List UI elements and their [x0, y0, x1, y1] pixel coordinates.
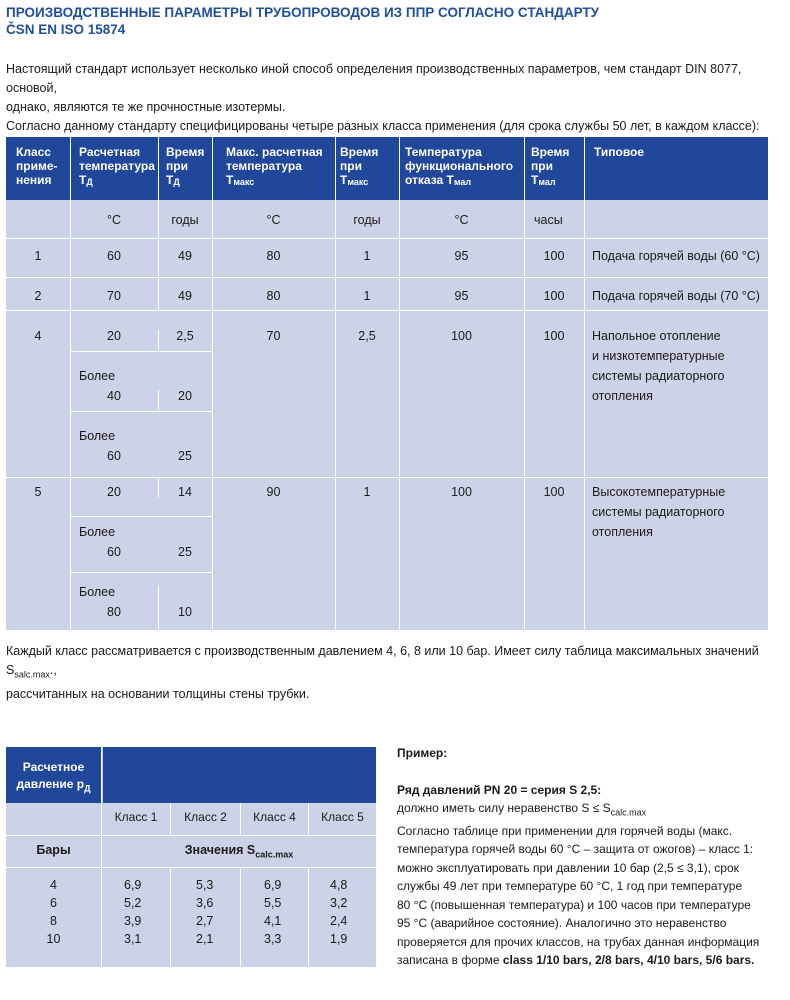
example-line: службы 49 лет при температуре 60 °C, 1 год при температуре: [397, 879, 743, 894]
header-time-td: Время при $T_Д$: [166, 145, 205, 187]
cell-tmal: 100: [451, 485, 472, 499]
cell-tmax: 80: [266, 289, 281, 303]
cell-value: 3,3: [264, 932, 282, 946]
cell-hours: 100: [543, 249, 565, 263]
cell-years-max: 1: [363, 289, 371, 303]
col-class-1: Класс 1: [114, 810, 158, 824]
cell-td: 80: [107, 605, 121, 619]
cell-value: 3,1: [124, 932, 142, 946]
cell-value: 2,1: [196, 932, 214, 946]
cell-td: 20: [107, 329, 121, 343]
cell-class: 4: [34, 329, 42, 343]
example-line: 80 °C (повышенная температура) и 100 часов при температуре: [397, 897, 751, 912]
cell-years-max: 1: [363, 485, 371, 499]
row-divider: [70, 572, 212, 573]
cell-value: 5,2: [124, 896, 142, 910]
col-divider: [584, 137, 585, 630]
cell-value: 3,2: [330, 896, 348, 910]
unit-tmal: °C: [454, 213, 469, 227]
col-divider: [240, 867, 241, 967]
col-divider: [308, 867, 309, 967]
cell-pressure: 10: [46, 932, 61, 946]
cell-td: 40: [107, 389, 121, 403]
cell-value: 3,9: [124, 914, 142, 928]
example-line: должно иметь силу неравенство $S \le S_{calc.max}$: [397, 801, 647, 818]
example-line: 95 °C (аварийное состояние). Аналогично это неравенство: [397, 916, 727, 931]
cell-tmal: 95: [454, 249, 469, 263]
cell-years: 25: [178, 545, 192, 559]
cell-value: 5,3: [196, 878, 214, 892]
cell-years: 2,5: [176, 329, 194, 343]
cell-value: 3,6: [196, 896, 214, 910]
scalc-max-table: [6, 747, 376, 967]
cell-years: 14: [178, 485, 192, 499]
cell-td: 20: [107, 485, 121, 499]
values-label: Значения $S_{calc.max}$: [184, 843, 294, 860]
cell-tmax: 70: [266, 329, 281, 343]
unit-years-max: годы: [353, 213, 381, 227]
example-line: записана в форме class 1/10 bars, 2/8 bars, 4/10 bars, 5/6 bars.: [397, 953, 755, 968]
example-heading: Пример:: [397, 746, 448, 760]
intro-line-2: однако, являются те же прочностные изотермы.: [6, 100, 286, 114]
cell-class: 1: [34, 249, 42, 263]
header-design-temp: Расчетная температура $T_Д$: [79, 145, 155, 187]
row-divider: [6, 477, 768, 478]
row-divider: [6, 835, 376, 836]
cell-value: 1,9: [330, 932, 348, 946]
cell-use: Подача горячей воды (70 °C): [592, 289, 760, 303]
cell-value: 6,9: [124, 878, 142, 892]
row-divider: [70, 351, 212, 352]
cell-value: 4,8: [330, 878, 348, 892]
col-divider: [524, 137, 525, 630]
cell-more-label: Более: [79, 369, 116, 383]
col-class-4: Класс 4: [253, 810, 296, 824]
cell-td: 60: [107, 449, 121, 463]
example-block: [397, 744, 782, 970]
cell-tmax: 90: [266, 485, 281, 499]
application-classes-table: [6, 137, 768, 630]
header-failure-temp: Температура функционального отказа $T_{мал}$: [405, 145, 514, 187]
pressure-note: Каждый класс рассматривается с производственным давлением 4, 6, 8 или 10 бар. Имеет силу таблица максимальных значений $S_{salc.max}$., рассчитанных на основании толщины стены трубки.: [6, 644, 759, 701]
example-series: Ряд давлений PN 20 = серия S 2,5:: [397, 782, 602, 797]
header-max-temp: Макс. расчетная температура $T_{макс}$: [226, 145, 323, 187]
cell-years: 25: [178, 449, 192, 463]
row-divider: [70, 516, 212, 517]
example-line: Согласно таблице при применении для горячей воды (макс.: [397, 823, 733, 838]
table-header: [103, 747, 376, 803]
col-class-2: Класс 2: [184, 810, 227, 824]
bars-label: Бары: [36, 843, 71, 857]
cell-td: 70: [107, 289, 121, 303]
header-class: Класс приме- нения: [16, 145, 58, 187]
example-line: проверяется для прочих классов, на трубах данная информация: [397, 934, 760, 949]
cell-tmax: 80: [266, 249, 281, 263]
row-divider: [6, 277, 768, 278]
col-class-5: Класс 5: [321, 810, 364, 824]
row-divider: [6, 238, 768, 239]
intro-line-3: Согласно данному стандарту специфицированы четыре разных класса применения (для срока службы 50 лет, в каждом классе):: [6, 119, 760, 133]
cell-use: Подача горячей воды (60 °C): [592, 249, 760, 263]
cell-hours: 100: [543, 329, 565, 343]
intro-line-1: Настоящий стандарт использует несколько иной способ определения производственных параметров, чем стандарт DIN 8077, основой,: [6, 62, 742, 95]
intro-text: [6, 60, 781, 136]
example-line: температура горячей воды 60 °C – защита от ожогов) – класс 1:: [397, 842, 754, 857]
cell-value: 2,7: [196, 914, 214, 928]
cell-value: 5,5: [264, 896, 282, 910]
cell-years-max: 2,5: [358, 329, 376, 343]
cell-tmal: 100: [451, 329, 472, 343]
page-title: [6, 4, 766, 38]
row-divider: [6, 310, 768, 311]
cell-class: 5: [34, 485, 42, 499]
unit-hours: часы: [534, 213, 563, 227]
header-time-tmax: Время при $T_{макс}$: [340, 145, 379, 187]
cell-hours: 100: [543, 485, 565, 499]
row-divider: [6, 867, 376, 868]
cell-hours: 100: [543, 289, 565, 303]
row-divider: [70, 411, 212, 412]
cell-years: 49: [178, 249, 192, 263]
header-typical-use: Типовое: [594, 145, 645, 159]
cell-value: 6,9: [264, 878, 282, 892]
unit-td: °C: [106, 213, 122, 227]
cell-more-label: Более: [79, 585, 116, 599]
cell-pressure: 6: [50, 896, 57, 910]
example-line: можно эксплуатировать при давлении 10 бар (2,5 ≤ 3,1), срок: [397, 860, 739, 875]
cell-years: 10: [178, 605, 192, 619]
cell-value: 4,1: [264, 914, 282, 928]
cell-class: 2: [34, 289, 42, 303]
cell-pressure: 4: [50, 878, 57, 892]
header-time-tmal: Время при $T_{мал}$: [531, 145, 570, 187]
cell-pressure: 8: [50, 914, 57, 928]
cell-more-label: Более: [79, 525, 116, 539]
cell-use: Высокотемпературные системы радиаторного отопления: [592, 485, 726, 539]
cell-td: 60: [107, 545, 121, 559]
unit-years: годы: [171, 213, 199, 227]
title-line-1: ПРОИЗВОДСТВЕННЫЕ ПАРАМЕТРЫ ТРУБОПРОВОДОВ ИЗ ППР СОГЛАСНО СТАНДАРТУ: [6, 5, 600, 20]
cell-years: 20: [178, 389, 192, 403]
cell-td: 60: [107, 249, 121, 263]
cell-tmal: 95: [454, 289, 469, 303]
cell-years-max: 1: [363, 249, 371, 263]
unit-tmax: °C: [266, 213, 281, 227]
cell-more-label: Более: [79, 429, 116, 443]
col-divider: [170, 867, 171, 967]
cell-use: Напольное отопление и низкотемпературные системы радиаторного отопления: [592, 329, 725, 403]
cell-value: 2,4: [330, 914, 348, 928]
header-design-pressure: Расчетное давление $p_Д$: [16, 760, 91, 794]
title-line-2: ČSN EN ISO 15874: [6, 22, 126, 37]
cell-years: 49: [178, 289, 192, 303]
